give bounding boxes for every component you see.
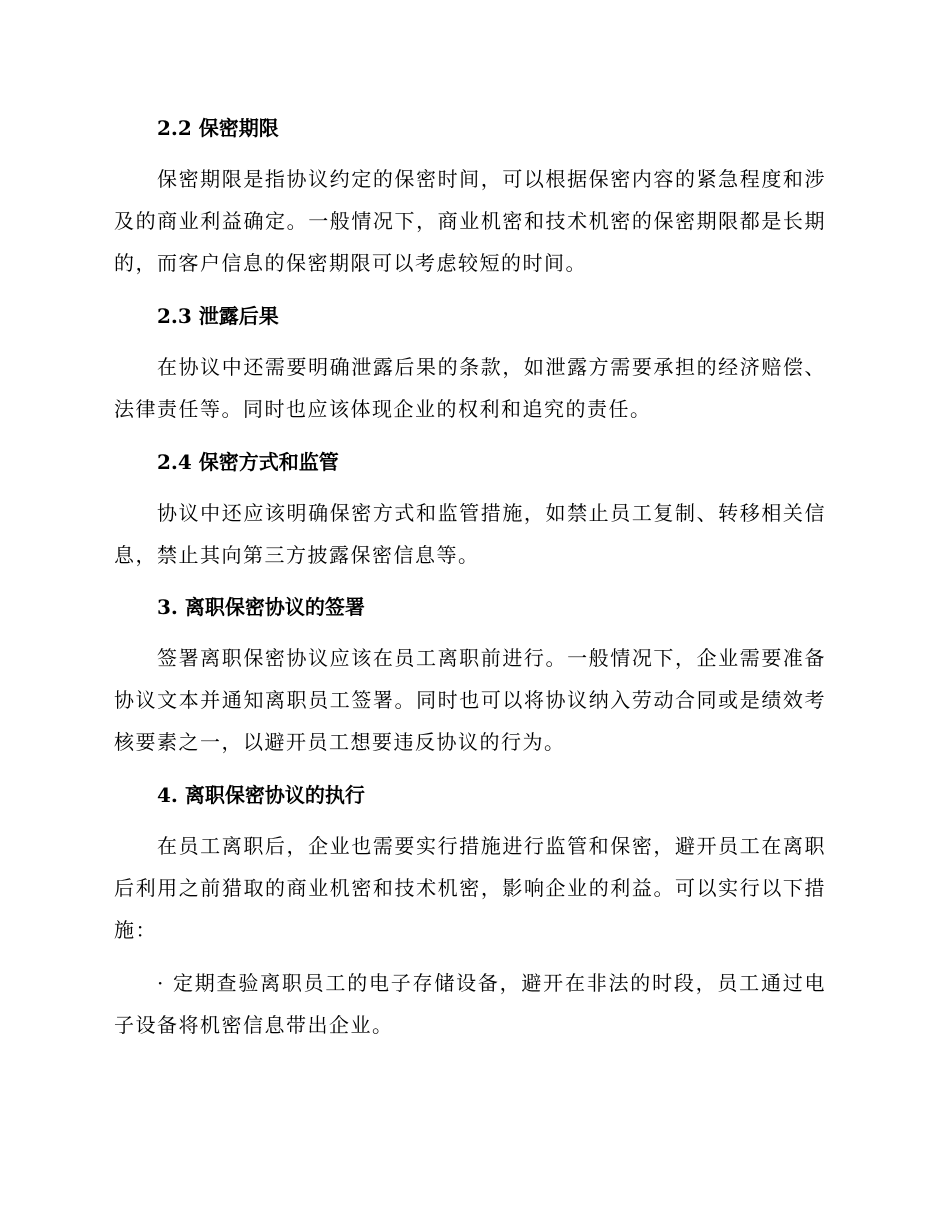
- section-paragraph-3: 签署离职保密协议应该在员工离职前进行。一般情况下，企业需要准备协议文本并通知离职员工签署。同时也可以将协议纳入劳动合同或是绩效考核要素之一，以避开员工想要违反协议的行为。: [114, 646, 826, 754]
- section-heading-4: 4. 离职保密协议的执行: [157, 783, 365, 807]
- bullet-item: · 定期查验离职员工的电子存储设备，避开在非法的时段，员工通过电子设备将机密信息带出企业。: [114, 971, 826, 1037]
- section-heading-3: 3. 离职保密协议的签署: [157, 595, 365, 619]
- section-heading-2-2: 2.2 保密期限: [157, 116, 279, 140]
- section-paragraph-2-2: 保密期限是指协议约定的保密时间，可以根据保密内容的紧急程度和涉及的商业利益确定。一般情况下，商业机密和技术机密的保密期限都是长期的，而客户信息的保密期限可以考虑较短的时间。: [114, 167, 826, 275]
- section-heading-2-3: 2.3 泄露后果: [157, 304, 279, 328]
- section-heading-2-4: 2.4 保密方式和监管: [157, 450, 339, 474]
- section-paragraph-4: 在员工离职后，企业也需要实行措施进行监管和保密，避开员工在离职后利用之前猎取的商业机密和技术机密，影响企业的利益。可以实行以下措施：: [114, 834, 826, 942]
- section-paragraph-2-4: 协议中还应该明确保密方式和监管措施，如禁止员工复制、转移相关信息，禁止其向第三方披露保密信息等。: [114, 501, 826, 567]
- section-paragraph-2-3: 在协议中还需要明确泄露后果的条款，如泄露方需要承担的经济赔偿、法律责任等。同时也应该体现企业的权利和追究的责任。: [114, 355, 826, 421]
